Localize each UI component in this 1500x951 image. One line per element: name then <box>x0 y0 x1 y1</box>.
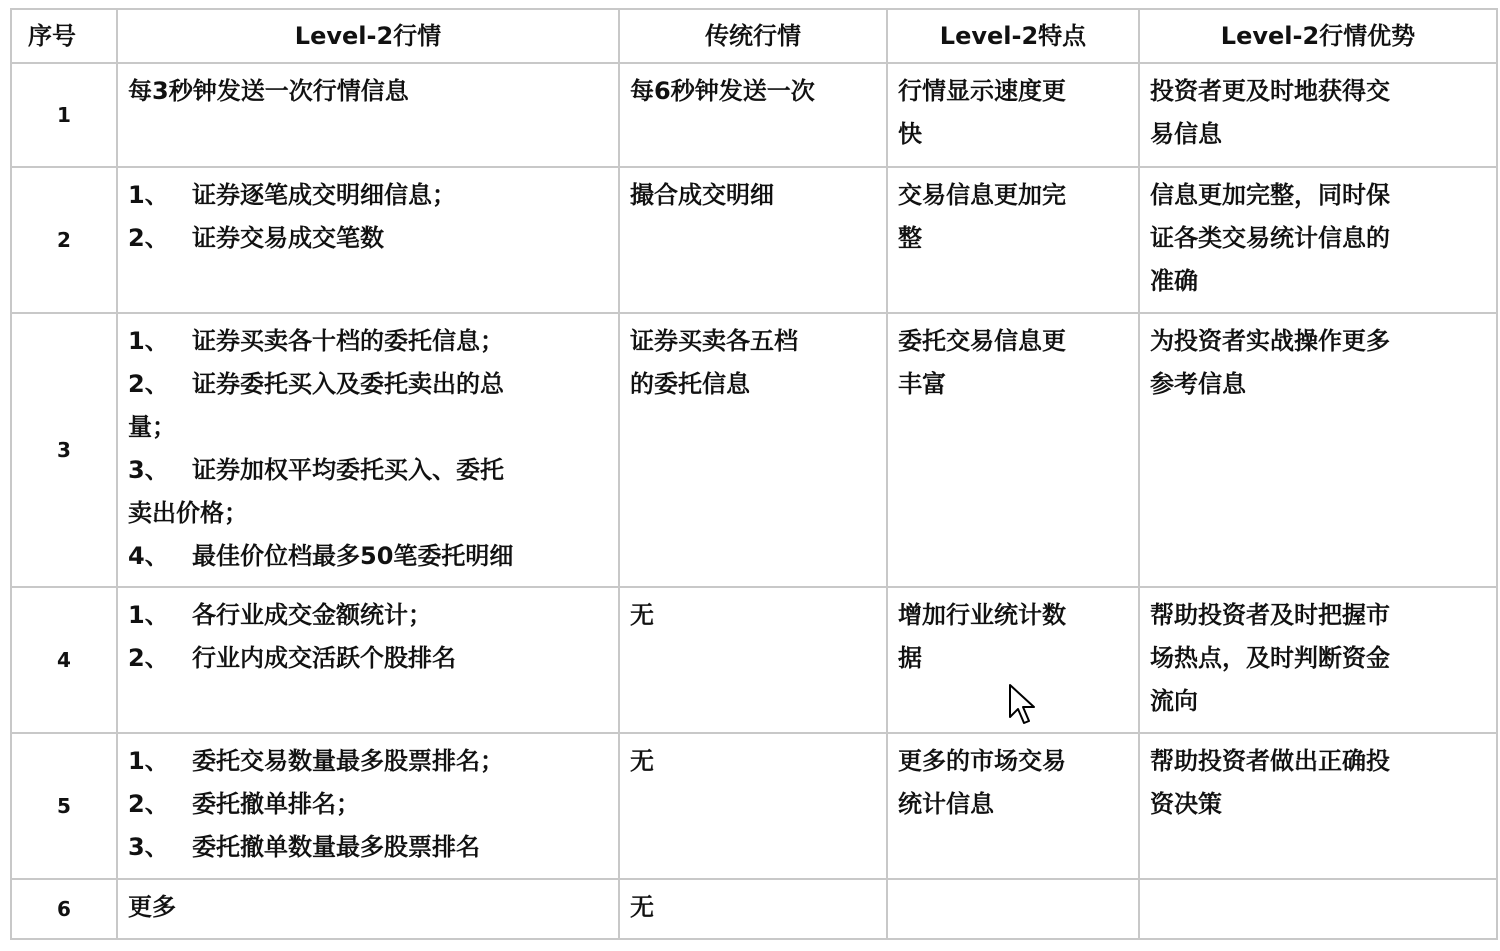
item-index: 3、 <box>128 833 169 861</box>
header-row <box>11 9 1497 63</box>
traditional-cell <box>619 879 887 939</box>
row-number: 6 <box>11 879 117 939</box>
advantage-cell <box>1139 167 1497 313</box>
table-row <box>11 313 1497 587</box>
table-row <box>11 63 1497 167</box>
feature-cell <box>887 167 1139 313</box>
cell-line: 无 <box>630 893 654 921</box>
cell-line: 的委托信息 <box>630 370 750 398</box>
list-item <box>128 783 610 826</box>
cell-line: 帮助投资者及时把握市 <box>1150 601 1390 629</box>
cell-line: 为投资者实战操作更多 <box>1150 327 1390 355</box>
item-continuation: 卖出价格； <box>128 499 248 527</box>
header-serial-number: 序号 <box>11 9 117 63</box>
cell-line: 资决策 <box>1150 790 1222 818</box>
cell-line: 增加行业统计数 <box>898 601 1066 629</box>
cell-line: 撮合成交明细 <box>630 181 774 209</box>
header-level2-advantages: Level-2行情优势 <box>1139 9 1497 63</box>
row-number: 4 <box>11 587 117 733</box>
cell-line: 投资者更及时地获得交 <box>1150 77 1390 105</box>
list-item <box>128 217 610 260</box>
traditional-cell <box>619 63 887 167</box>
row-number: 3 <box>11 313 117 587</box>
list-item <box>128 363 610 406</box>
list-item <box>128 535 610 578</box>
level2-cell <box>117 167 619 313</box>
cell-line: 每6秒钟发送一次 <box>630 77 815 105</box>
traditional-cell <box>619 587 887 733</box>
item-text: 证券买卖各十档的委托信息； <box>192 327 504 355</box>
list-item <box>128 740 610 783</box>
item-text: 证券交易成交笔数 <box>192 224 384 252</box>
cell-line: 参考信息 <box>1150 370 1246 398</box>
item-text: 行业内成交活跃个股排名 <box>192 644 456 672</box>
cell-line: 流向 <box>1150 687 1198 715</box>
item-continuation: 量； <box>128 413 176 441</box>
table-row <box>11 879 1497 939</box>
item-index: 3、 <box>128 456 169 484</box>
header-traditional-quotes: 传统行情 <box>619 9 887 63</box>
cell-line: 信息更加完整，同时保 <box>1150 181 1390 209</box>
list-item <box>128 826 610 869</box>
item-text: 委托撤单排名； <box>192 790 360 818</box>
cell-line: 更多的市场交易 <box>898 747 1066 775</box>
item-text: 证券委托买入及委托卖出的总 <box>192 370 504 398</box>
row-number: 2 <box>11 167 117 313</box>
cell-line: 场热点，及时判断资金 <box>1150 644 1390 672</box>
table-row <box>11 733 1497 879</box>
item-index: 1、 <box>128 327 169 355</box>
cell-line: 无 <box>630 601 654 629</box>
traditional-cell <box>619 733 887 879</box>
table-row <box>11 167 1497 313</box>
list-item <box>128 449 610 492</box>
row-number: 1 <box>11 63 117 167</box>
cell-line: 易信息 <box>1150 120 1222 148</box>
level2-cell <box>117 587 619 733</box>
level2-cell <box>117 733 619 879</box>
feature-cell <box>887 879 1139 939</box>
cell-line: 整 <box>898 224 922 252</box>
header-level2-quotes: Level-2行情 <box>117 9 619 63</box>
cell-line: 行情显示速度更 <box>898 77 1066 105</box>
item-index: 4、 <box>128 542 169 570</box>
header-level2-features: Level-2特点 <box>887 9 1139 63</box>
cell-line: 交易信息更加完 <box>898 181 1066 209</box>
advantage-cell <box>1139 313 1497 587</box>
item-text: 各行业成交金额统计； <box>192 601 432 629</box>
list-item <box>128 174 610 217</box>
cell-line: 无 <box>630 747 654 775</box>
table-row <box>11 587 1497 733</box>
cell-line: 丰富 <box>898 370 946 398</box>
item-index: 2、 <box>128 790 169 818</box>
cell-line: 帮助投资者做出正确投 <box>1150 747 1390 775</box>
cell-line: 证券买卖各五档 <box>630 327 798 355</box>
advantage-cell <box>1139 587 1497 733</box>
item-index: 2、 <box>128 224 169 252</box>
item-text: 委托交易数量最多股票排名； <box>192 747 504 775</box>
feature-cell <box>887 313 1139 587</box>
item-index: 1、 <box>128 181 169 209</box>
item-text: 委托撤单数量最多股票排名 <box>192 833 480 861</box>
cell-line: 统计信息 <box>898 790 994 818</box>
cell-line: 证各类交易统计信息的 <box>1150 224 1390 252</box>
cell-line: 准确 <box>1150 267 1198 295</box>
item-index: 2、 <box>128 644 169 672</box>
item-text: 证券逐笔成交明细信息； <box>192 181 456 209</box>
cell-line: 据 <box>898 644 922 672</box>
level2-cell <box>117 879 619 939</box>
feature-cell <box>887 733 1139 879</box>
list-item <box>128 637 610 680</box>
feature-cell <box>887 63 1139 167</box>
item-text: 最佳价位档最多50笔委托明细 <box>192 542 514 570</box>
advantage-cell <box>1139 879 1497 939</box>
item-index: 1、 <box>128 747 169 775</box>
advantage-cell <box>1139 733 1497 879</box>
cell-line: 更多 <box>128 893 176 921</box>
advantage-cell <box>1139 63 1497 167</box>
traditional-cell <box>619 313 887 587</box>
cell-line: 每3秒钟发送一次行情信息 <box>128 77 409 105</box>
item-index: 1、 <box>128 601 169 629</box>
item-index: 2、 <box>128 370 169 398</box>
level2-cell <box>117 63 619 167</box>
list-item <box>128 594 610 637</box>
row-number: 5 <box>11 733 117 879</box>
level2-cell <box>117 313 619 587</box>
cell-line: 委托交易信息更 <box>898 327 1066 355</box>
level2-comparison-table <box>10 8 1498 940</box>
cell-line: 快 <box>898 120 922 148</box>
traditional-cell <box>619 167 887 313</box>
mouse-pointer-icon <box>1008 683 1044 729</box>
list-item <box>128 320 610 363</box>
item-text: 证券加权平均委托买入、委托 <box>192 456 504 484</box>
